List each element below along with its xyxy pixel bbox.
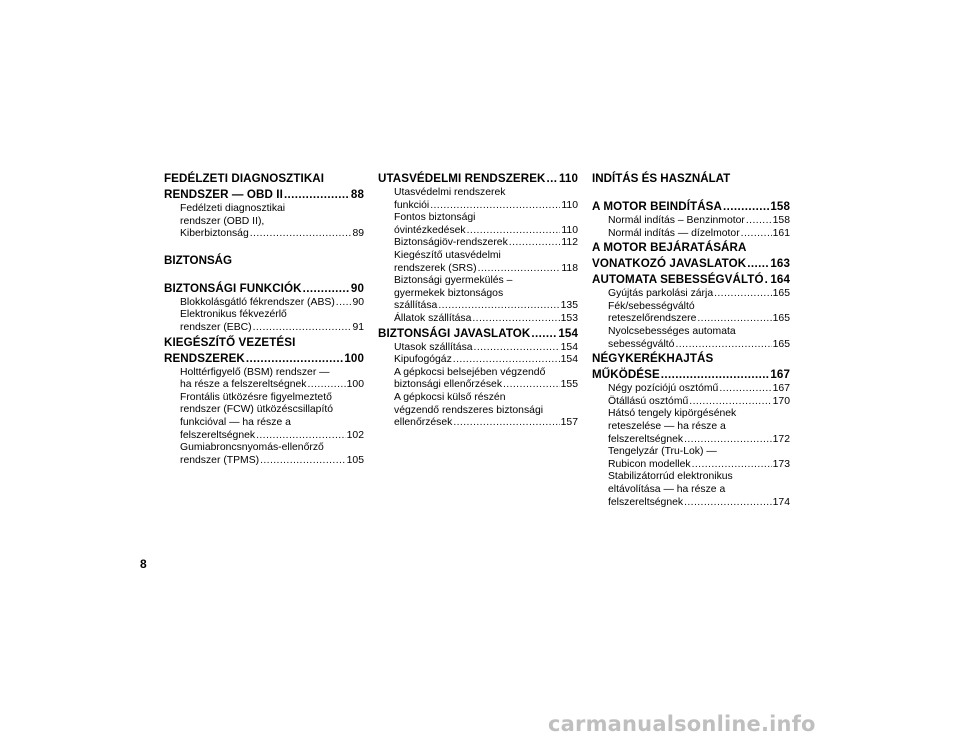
- toc-heading-line: A MOTOR BEINDÍTÁSA: [592, 200, 722, 213]
- toc-subentry-passengers[interactable]: [378, 342, 578, 355]
- toc-subentry-line: rendszer (EBC): [180, 321, 252, 333]
- page-ref: 135: [560, 300, 578, 312]
- dot-leader: [438, 300, 559, 313]
- dot-leader: [509, 237, 561, 250]
- toc-subentry-line: reteszelőrendszere: [608, 313, 697, 325]
- toc-subentry-line: Rubicon modellek: [608, 458, 691, 470]
- toc-subentry-line: Blokkolásgátló fékrendszer (ABS): [180, 296, 335, 308]
- page-ref: 100: [344, 351, 364, 365]
- toc-subentry-line: Elektronikus fékvezérlő: [180, 309, 287, 321]
- toc-entry-safety-features[interactable]: [164, 281, 364, 297]
- toc-subentry-line: Biztonsági gyermekülés –: [394, 275, 513, 287]
- dot-leader: [430, 200, 560, 213]
- toc-subentry-row: [394, 342, 578, 355]
- page-ref: 88: [350, 188, 364, 201]
- page-ref: 174: [772, 496, 790, 508]
- toc-subentry-precautions[interactable]: [378, 212, 578, 237]
- toc-subentry-row: [180, 430, 364, 443]
- toc-column-1: [164, 171, 364, 467]
- toc-subentry-line: eltávolítása — ha része a: [608, 483, 726, 495]
- toc-subentry-line: Kipufogógáz: [394, 354, 452, 366]
- toc-subentry-row: [180, 379, 364, 392]
- dot-leader: [547, 171, 558, 187]
- toc-subentry-line: Utasvédelmi rendszerek: [394, 187, 506, 198]
- toc-heading-line: AUTOMATA SEBESSÉGVÁLTÓ: [592, 273, 764, 287]
- toc-subentry-exhaust[interactable]: [378, 354, 578, 367]
- toc-subentry-line: Frontális ütközésre figyelmeztető: [180, 391, 332, 403]
- toc-subentry-line: Normál indítás – Benzinmotor: [608, 215, 745, 226]
- toc-heading-row: [592, 367, 790, 383]
- toc-subentry-line: Állatok szállítása: [394, 312, 472, 324]
- toc-heading-row: [164, 187, 364, 203]
- dot-leader: [303, 281, 350, 297]
- dot-leader: [697, 313, 771, 326]
- page-number: 8: [140, 557, 147, 571]
- dot-leader: [284, 187, 350, 203]
- toc-subentry-abs[interactable]: [164, 297, 364, 310]
- toc-heading-row: [592, 256, 790, 272]
- toc-subentry-pets[interactable]: [378, 313, 578, 326]
- toc-subentry-rear-axle-lock[interactable]: [592, 408, 790, 446]
- toc-entry-engine-start[interactable]: [592, 199, 790, 215]
- toc-heading-row: [164, 351, 364, 367]
- toc-subentry-line: rendszerek (SRS): [394, 262, 477, 274]
- toc-subentry-bts[interactable]: [592, 301, 790, 326]
- page-ref: 155: [560, 379, 578, 391]
- toc-subentry-line: Utasok szállítása: [394, 341, 473, 353]
- page-ref: 105: [346, 454, 364, 466]
- toc-heading-line: BIZTONSÁGI FUNKCIÓK: [164, 281, 302, 295]
- toc-subentry-row: [608, 434, 790, 447]
- toc-subentry-seatbelts[interactable]: [378, 237, 578, 250]
- page-ref: 91: [352, 321, 364, 333]
- toc-subentry-line: Fedélzeti diagnosztikai: [180, 203, 286, 214]
- toc-subentry-inside-checks[interactable]: [378, 367, 578, 392]
- toc-entry-automatic-transmission[interactable]: [592, 272, 790, 288]
- toc-subentry-row: [608, 339, 790, 352]
- toc-subentry-line: funkciói: [394, 199, 430, 211]
- page-ref: 110: [558, 172, 578, 185]
- dot-leader: [472, 313, 559, 326]
- dot-leader: [260, 455, 346, 468]
- toc-heading-row: [592, 272, 790, 288]
- toc-subentry-line: Tengelyzár (Tru-Lok) —: [608, 446, 717, 458]
- toc-subentry-line: rendszer (TPMS): [180, 454, 260, 466]
- toc-subentry-sway-bar[interactable]: [592, 471, 790, 509]
- toc-heading-row: [164, 281, 364, 297]
- page-ref: 165: [772, 288, 790, 300]
- toc-subentry-row: [180, 297, 364, 310]
- page-ref: 118: [561, 262, 578, 274]
- toc-subentry-line: ellenőrzések: [394, 417, 453, 429]
- page-ref: 165: [772, 313, 790, 325]
- toc-heading-line: FEDÉLZETI DIAGNOSZTIKAI: [164, 172, 325, 185]
- page-ref: 90: [350, 281, 364, 295]
- toc-subentry-outside-checks[interactable]: [378, 392, 578, 430]
- dot-leader: [453, 417, 559, 430]
- toc-subentry-line: reteszelése — ha része a: [608, 420, 726, 432]
- dot-leader: [453, 354, 560, 367]
- toc-entry-break-in[interactable]: [592, 240, 790, 272]
- toc-subentry-obd-cyber[interactable]: [164, 203, 364, 241]
- toc-subentry-line: Biztonságiöv-rendszerek: [394, 237, 508, 249]
- toc-subentry-line: szállítása: [394, 300, 438, 312]
- toc-subentry-line: ha része a felszereltségnek: [180, 379, 307, 391]
- toc-subentry-occ-features[interactable]: [378, 187, 578, 212]
- toc-column-2: [378, 171, 578, 430]
- toc-entry-obd[interactable]: [164, 171, 364, 203]
- toc-subentry-line: Gyújtás parkolási zárja: [608, 288, 714, 300]
- toc-entry-safety-tips[interactable]: [378, 326, 578, 342]
- toc-subentry-line: Ötállású osztómű: [608, 395, 689, 407]
- dot-leader: [474, 342, 560, 355]
- toc-subentry-line: Négy pozíciójú osztómű: [608, 383, 719, 395]
- dot-leader: [253, 322, 352, 335]
- toc-subentry-line: felszereltségnek: [608, 433, 684, 445]
- page-ref: 90: [352, 296, 364, 308]
- page-ref: 167: [770, 368, 790, 382]
- page-ref: 172: [772, 433, 790, 445]
- toc-subentry-row: [394, 417, 578, 430]
- dot-leader: [714, 288, 772, 301]
- dot-leader: [765, 272, 770, 288]
- page-ref: 167: [772, 383, 790, 395]
- toc-heading-line: NÉGYKERÉKHAJTÁS: [592, 352, 714, 366]
- dot-leader: [531, 326, 557, 342]
- dot-leader: [503, 379, 560, 392]
- dot-leader: [692, 459, 772, 472]
- toc-subentry-line: Gumiabroncsnyomás-ellenőrző: [180, 442, 324, 454]
- page-ref: 100: [346, 379, 364, 391]
- toc-subentry-row: [394, 200, 578, 213]
- toc-subentry-line: Holttérfigyelő (BSM) rendszer —: [180, 366, 330, 378]
- toc-subentry-diesel-start[interactable]: [592, 228, 790, 241]
- toc-subentry-row: [608, 396, 790, 409]
- dot-leader: [308, 379, 346, 392]
- toc-subentry-line: rendszer (OBD II),: [180, 215, 265, 227]
- dot-leader: [246, 351, 343, 367]
- section-title-starting: INDÍTÁS ÉS HASZNÁLAT: [592, 172, 731, 185]
- page-ref: 154: [560, 354, 578, 366]
- toc-subentry-line: óvintézkedések: [394, 224, 466, 236]
- toc-subentry-gas-start[interactable]: [592, 215, 790, 228]
- page-ref: 154: [560, 341, 578, 353]
- toc-subentry-row: [608, 288, 790, 301]
- toc-subentry-child-restraints[interactable]: [378, 275, 578, 313]
- toc-subentry-row: [180, 455, 364, 468]
- toc-subentry-row: [394, 263, 578, 276]
- toc-subentry-line: gyermekek biztonságos: [394, 287, 504, 299]
- dot-leader: [684, 497, 772, 510]
- page-ref: 110: [561, 224, 578, 236]
- page-ref: 173: [772, 458, 790, 470]
- page-ref: 165: [772, 338, 790, 350]
- toc-subentry-row: [394, 300, 578, 313]
- toc-subentry-ebc[interactable]: [164, 309, 364, 334]
- dot-leader: [336, 297, 352, 310]
- toc-subentry-row: [180, 322, 364, 335]
- toc-subentry-line: biztonsági ellenőrzések: [394, 379, 503, 391]
- toc-heading-line: VONATKOZÓ JAVASLATOK: [592, 257, 747, 271]
- toc-subentry-line: rendszer (FCW) ütközéscsillapító: [180, 404, 334, 416]
- page-ref: 157: [560, 417, 578, 429]
- toc-heading-line: KIEGÉSZÍTŐ VEZETÉSI: [164, 335, 296, 349]
- toc-heading-line: RENDSZER — OBD II: [164, 188, 283, 201]
- toc-subentry-line: A gépkocsi belsejében végzendő: [394, 366, 546, 378]
- dot-leader: [675, 339, 771, 352]
- toc-subentry-row: [180, 228, 364, 241]
- toc-subentry-four-position[interactable]: [592, 383, 790, 396]
- toc-subentry-row: [394, 237, 578, 250]
- page-ref: 112: [561, 237, 578, 249]
- toc-subentry-eight-speed[interactable]: [592, 326, 790, 351]
- toc-subentry-line: felszereltségnek: [180, 429, 256, 441]
- page-ref: 154: [558, 326, 578, 340]
- toc-column-3: [592, 171, 790, 509]
- dot-leader: [719, 383, 771, 396]
- toc-heading-line: UTASVÉDELMI RENDSZEREK: [378, 172, 546, 185]
- toc-subentry-line: Kiegészítő utasvédelmi: [394, 249, 501, 261]
- dot-leader: [746, 215, 772, 228]
- toc-subentry-line: funkcióval — ha része a: [180, 416, 291, 428]
- watermark-text: carmanualsonline.info: [548, 712, 816, 736]
- page-ref: 164: [770, 273, 790, 287]
- toc-subentry-row: [608, 383, 790, 396]
- toc-subentry-line: A gépkocsi külső részén: [394, 391, 506, 403]
- toc-subentry-row: [394, 379, 578, 392]
- toc-entry-four-wheel-drive[interactable]: [592, 351, 790, 383]
- toc-subentry-row: [608, 497, 790, 510]
- dot-leader: [250, 228, 352, 241]
- dot-leader: [661, 367, 770, 383]
- toc-subentry-line: Fontos biztonsági: [394, 212, 476, 224]
- dot-leader: [723, 199, 769, 215]
- dot-leader: [684, 434, 772, 447]
- toc-subentry-row: [608, 459, 790, 472]
- toc-heading-line: RENDSZEREK: [164, 351, 245, 365]
- page-ref: 158: [772, 215, 790, 226]
- toc-heading-line: MŰKÖDÉSE: [592, 368, 660, 382]
- toc-subentry-line: Fék/sebességváltó: [608, 300, 695, 312]
- toc-entry-occupant[interactable]: [378, 171, 578, 187]
- page-ref: 158: [770, 200, 790, 213]
- dot-leader: [689, 396, 771, 409]
- page-ref: 161: [772, 227, 790, 239]
- toc-subentry-line: sebességváltó: [608, 338, 675, 350]
- toc-subentry-row: [608, 228, 790, 241]
- page-ref: 163: [770, 257, 790, 271]
- toc-subentry-line: Kiberbiztonság: [180, 228, 249, 240]
- page-ref: 89: [352, 228, 364, 240]
- toc-heading-line: A MOTOR BEJÁRATÁSÁRA: [592, 241, 747, 255]
- toc-subentry-tpms[interactable]: [164, 442, 364, 467]
- page-ref: 170: [772, 395, 790, 407]
- toc-subentry-fcw[interactable]: [164, 392, 364, 442]
- toc-subentry-bsm[interactable]: [164, 367, 364, 392]
- dot-leader: [478, 263, 561, 276]
- toc-heading-line: BIZTONSÁGI JAVASLATOK: [378, 326, 531, 340]
- toc-subentry-five-position[interactable]: [592, 396, 790, 409]
- dot-leader: [256, 430, 346, 443]
- toc-subentry-park-interlock[interactable]: [592, 288, 790, 301]
- toc-heading-row: [592, 199, 790, 215]
- toc-subentry-axle-lock[interactable]: [592, 446, 790, 471]
- toc-subentry-line: felszereltségnek: [608, 496, 684, 508]
- toc-subentry-row: [394, 225, 578, 238]
- page-ref: 110: [561, 199, 578, 211]
- toc-subentry-row: [394, 354, 578, 367]
- toc-subentry-line: Hátsó tengely kipörgésének: [608, 408, 737, 420]
- section-title-safety: BIZTONSÁG: [164, 253, 233, 267]
- page-ref: 102: [346, 429, 364, 441]
- toc-heading-row: [378, 171, 578, 187]
- dot-leader: [741, 228, 772, 241]
- toc-subentry-line: végzendő rendszeres biztonsági: [394, 404, 544, 416]
- page-ref: 153: [560, 312, 578, 324]
- toc-subentry-line: Nyolcsebességes automata: [608, 325, 736, 337]
- toc-subentry-line: Normál indítás — dízelmotor: [608, 227, 740, 239]
- toc-entry-aux-driving[interactable]: [164, 335, 364, 367]
- toc-subentry-row: [608, 215, 790, 228]
- toc-subentry-srs[interactable]: [378, 250, 578, 275]
- toc-subentry-row: [608, 313, 790, 326]
- toc-heading-row: [378, 326, 578, 342]
- dot-leader: [467, 225, 561, 238]
- dot-leader: [747, 256, 769, 272]
- toc-subentry-line: Stabilizátorrúd elektronikus: [608, 471, 733, 483]
- toc-subentry-row: [394, 313, 578, 326]
